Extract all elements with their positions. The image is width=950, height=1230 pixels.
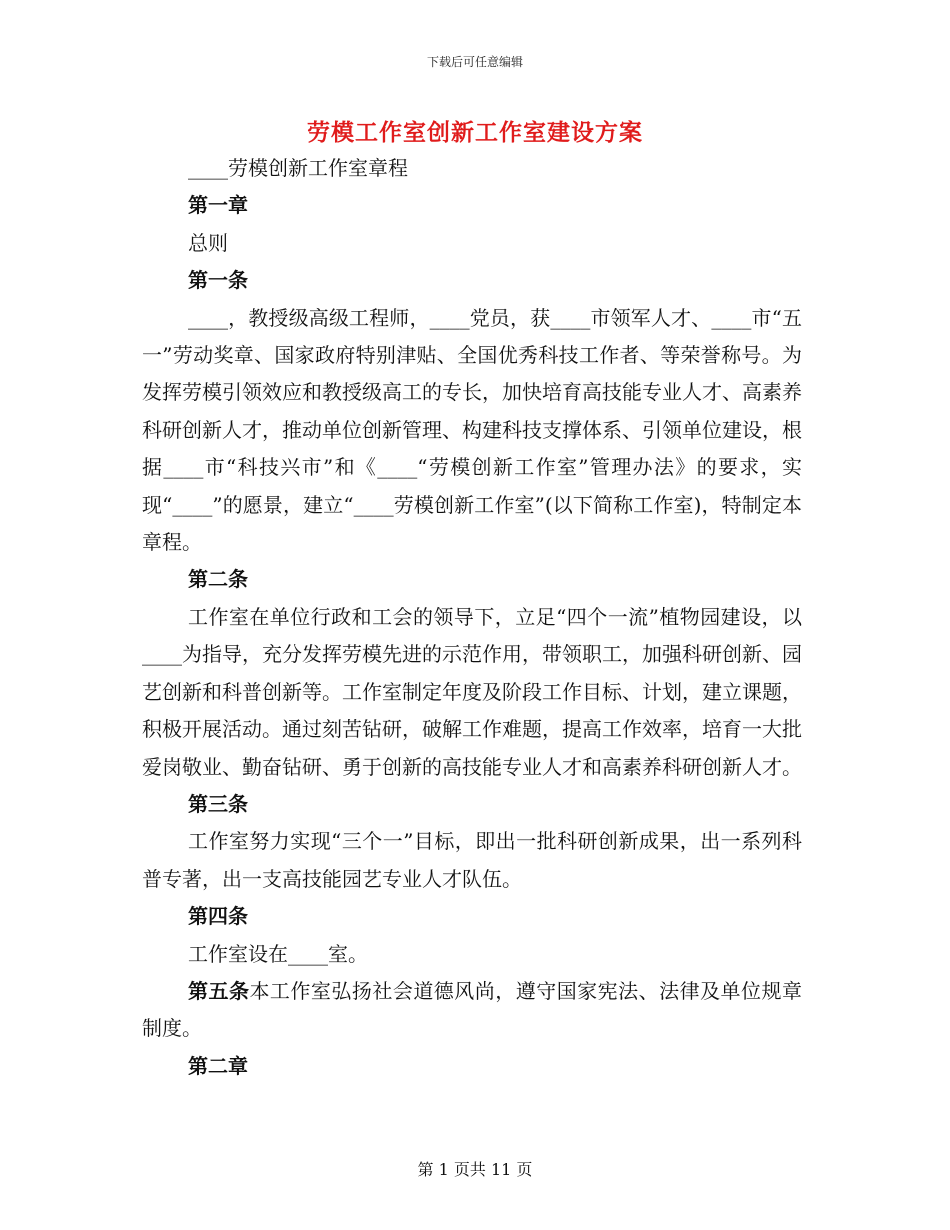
- document-title: 劳模工作室创新工作室建设方案: [307, 119, 643, 146]
- header-note: 下载后可任意编辑: [426, 55, 523, 69]
- article-1-text: ____，教授级高级工程师，____党员，获____市领军人才、____市“五一”劳动奖章、国家政府特别津贴、全国优秀科技工作者、等荣誉称号。为发挥劳模引领效应和教授级高工的专长，加快培育高技能专业人才、高素养科研创新人才，推动单位创新管理、构建科技支撑体系、引领单位建设，根据____市“科技兴市”和《____“劳模创新工作室”管理办法》的要求，实现“____”的愿景，建立“____劳模创新工作室”(以下简称工作室)，特制定本章程。: [142, 305, 802, 555]
- chapter-2-heading: 第二章: [188, 1053, 248, 1078]
- page-footer: 第 1 页共 11 页: [417, 1160, 533, 1179]
- chapter-1-heading: 第一章: [188, 193, 248, 218]
- article-5-text: 本工作室弘扬社会道德风尚，遵守国家宪法、法律及单位规章制度。: [142, 978, 803, 1041]
- article-1-heading: 第一条: [188, 268, 248, 293]
- article-2-text: 工作室在单位行政和工会的领导下，立足“四个一流”植物园建设，以____为指导，充分发挥劳模先进的示范作用，带领职工，加强科研创新、园艺创新和科普创新等。工作室制定年度及阶段工作目标、计划，建立课题，积极开展活动。通过刻苦钻研，破解工作难题，提高工作效率，培育一大批爱岗敬业、勤奋钻研、勇于创新的高技能专业人才和高素养科研创新人才。: [142, 604, 802, 779]
- article-5-heading: 第五条: [188, 978, 250, 1003]
- article-4-text: 工作室设在____室。: [188, 941, 368, 966]
- chapter-1-name: 总则: [188, 230, 228, 255]
- article-2-heading: 第二条: [188, 567, 248, 592]
- article-4-heading: 第四条: [188, 904, 248, 929]
- document-body: [142, 150, 802, 1085]
- article-5: [142, 973, 802, 1048]
- article-3-text: 工作室努力实现“三个一”目标，即出一批科研创新成果，出一系列科普专著，出一支高技能园艺专业人才队伍。: [142, 829, 802, 891]
- subtitle: ____劳模创新工作室章程: [188, 156, 408, 180]
- article-3-heading: 第三条: [188, 791, 248, 816]
